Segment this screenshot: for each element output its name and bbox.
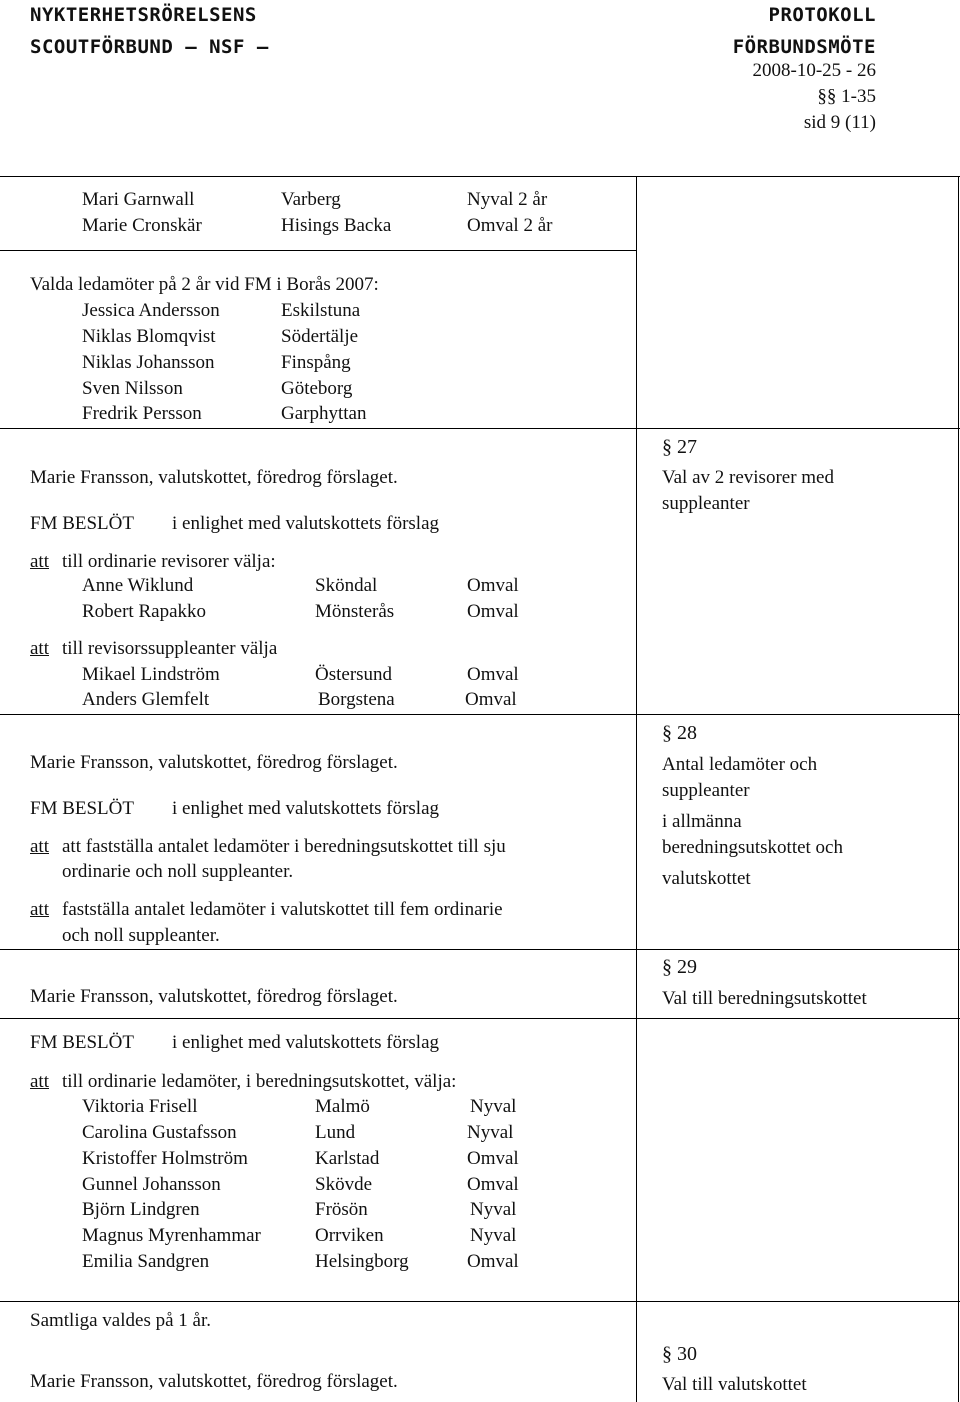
section-icon: § xyxy=(662,956,672,978)
deputy-status: Omval xyxy=(467,664,519,685)
decision-text: i enlighet med valutskottets förslag xyxy=(172,1032,440,1053)
member-place: Skövde xyxy=(315,1174,372,1195)
column-divider xyxy=(636,176,637,1402)
member-status: Nyval 2 år xyxy=(467,189,548,210)
member-place: Finspång xyxy=(281,352,351,373)
table-right-border xyxy=(958,176,959,1402)
member-name: Magnus Myrenhammar xyxy=(82,1225,261,1246)
member-place: Lund xyxy=(315,1122,356,1143)
decision-label: FM BESLÖT xyxy=(30,513,134,534)
presenter-note: Marie Fransson, valutskottet, föredrog förslaget. xyxy=(30,752,398,773)
auditor-name: Anne Wiklund xyxy=(82,575,194,596)
member-name: Marie Cronskär xyxy=(82,215,202,236)
paragraph-range xyxy=(817,86,876,108)
election-summary: Samtliga valdes på 1 år. xyxy=(30,1310,211,1331)
section-title: Val av 2 revisorer med xyxy=(662,467,834,488)
section-title: valutskottet xyxy=(662,868,751,889)
section-title: suppleanter xyxy=(662,780,750,801)
member-name: Carolina Gustafsson xyxy=(82,1122,237,1143)
deputy-name: Anders Glemfelt xyxy=(82,689,210,710)
att-marker: att xyxy=(30,899,49,920)
att-marker: att xyxy=(30,1071,49,1092)
member-place: Frösön xyxy=(315,1199,368,1220)
member-place: Malmö xyxy=(315,1096,370,1117)
section-number: § 27 xyxy=(662,436,697,458)
member-place: Orrviken xyxy=(315,1225,384,1246)
member-status: Nyval xyxy=(470,1096,517,1117)
section-title: i allmänna xyxy=(662,811,742,832)
att-clause: och noll suppleanter. xyxy=(62,925,220,946)
section-number: § 30 xyxy=(662,1343,697,1365)
section-icon: § xyxy=(662,722,672,744)
org-name-line1: NYKTERHETSRÖRELSENS xyxy=(30,4,257,26)
member-place: Helsingborg xyxy=(315,1251,409,1272)
att-clause: fastställa antalet ledamöter i valutskottet till fem ordinarie xyxy=(62,899,503,920)
table-top-border xyxy=(0,176,960,177)
deputy-place: Borgstena xyxy=(318,689,395,710)
section-title: suppleanter xyxy=(662,493,750,514)
row-divider-1 xyxy=(0,250,636,251)
section-title: Val till beredningsutskottet xyxy=(662,988,867,1009)
decision-text: i enlighet med valutskottets förslag xyxy=(172,513,440,534)
presenter-note: Marie Fransson, valutskottet, föredrog förslaget. xyxy=(30,467,398,488)
deputy-status: Omval xyxy=(465,689,517,710)
att-clause: till ordinarie ledamöter, i beredningsutskottet, välja: xyxy=(62,1071,457,1092)
member-name: Mari Garnwall xyxy=(82,189,195,210)
org-name-line2: SCOUTFÖRBUND – NSF – xyxy=(30,36,269,58)
att-clause: till ordinarie revisorer välja: xyxy=(62,551,276,572)
member-status: Omval xyxy=(467,1251,519,1272)
member-name: Viktoria Frisell xyxy=(82,1096,198,1117)
att-marker: att xyxy=(30,836,49,857)
section-title: Val till valutskottet xyxy=(662,1374,807,1395)
section-icon: § xyxy=(662,1343,672,1365)
member-name: Niklas Johansson xyxy=(82,352,215,373)
member-name: Fredrik Persson xyxy=(82,403,202,424)
section-number: § 28 xyxy=(662,722,697,744)
member-status: Omval xyxy=(467,1148,519,1169)
auditor-status: Omval xyxy=(467,601,519,622)
member-place: Eskilstuna xyxy=(281,300,361,321)
decision-text: i enlighet med valutskottets förslag xyxy=(172,798,440,819)
paragraph-range-value: 1-35 xyxy=(841,86,876,107)
member-place: Varberg xyxy=(281,189,341,210)
page-number: sid 9 (11) xyxy=(803,112,876,133)
row-divider-3 xyxy=(0,714,960,715)
member-status: Nyval xyxy=(470,1199,517,1220)
deputy-name: Mikael Lindström xyxy=(82,664,220,685)
member-name: Sven Nilsson xyxy=(82,378,183,399)
member-name: Emilia Sandgren xyxy=(82,1251,210,1272)
member-status: Omval 2 år xyxy=(467,215,553,236)
att-marker: att xyxy=(30,551,49,572)
elected-2007-heading: Valda ledamöter på 2 år vid FM i Borås 2007: xyxy=(30,274,379,295)
member-name: Niklas Blomqvist xyxy=(82,326,216,347)
att-marker: att xyxy=(30,638,49,659)
row-divider-2 xyxy=(0,428,960,429)
row-divider-5 xyxy=(0,1018,960,1019)
member-status: Omval xyxy=(467,1174,519,1195)
member-name: Gunnel Johansson xyxy=(82,1174,221,1195)
row-divider-4 xyxy=(0,949,960,950)
member-place: Karlstad xyxy=(315,1148,380,1169)
auditor-place: Sköndal xyxy=(315,575,378,596)
member-name: Björn Lindgren xyxy=(82,1199,200,1220)
meeting-date: 2008-10-25 - 26 xyxy=(752,60,876,81)
auditor-status: Omval xyxy=(467,575,519,596)
member-status: Nyval xyxy=(467,1122,514,1143)
att-clause: ordinarie och noll suppleanter. xyxy=(62,861,294,882)
row-divider-6 xyxy=(0,1301,960,1302)
decision-label: FM BESLÖT xyxy=(30,798,134,819)
presenter-note: Marie Fransson, valutskottet, föredrog förslaget. xyxy=(30,986,398,1007)
member-name: Kristoffer Holmström xyxy=(82,1148,248,1169)
member-status: Nyval xyxy=(470,1225,517,1246)
section-icon: § xyxy=(826,86,837,107)
att-clause: att fastställa antalet ledamöter i beredningsutskottet till sju xyxy=(62,836,506,857)
presenter-note: Marie Fransson, valutskottet, föredrog förslaget. xyxy=(30,1371,398,1392)
meeting-name: FÖRBUNDSMÖTE xyxy=(732,36,876,58)
member-place: Göteborg xyxy=(281,378,353,399)
member-place: Hisings Backa xyxy=(281,215,392,236)
section-title: Antal ledamöter och xyxy=(662,754,818,775)
member-name: Jessica Andersson xyxy=(82,300,220,321)
deputy-place: Östersund xyxy=(315,664,393,685)
section-icon: § xyxy=(662,436,672,458)
member-place: Södertälje xyxy=(281,326,359,347)
att-clause: till revisorssuppleanter välja xyxy=(62,638,278,659)
section-title: beredningsutskottet och xyxy=(662,837,843,858)
section-number: § 29 xyxy=(662,956,697,978)
auditor-name: Robert Rapakko xyxy=(82,601,207,622)
doc-type: PROTOKOLL xyxy=(768,4,876,26)
decision-label: FM BESLÖT xyxy=(30,1032,134,1053)
auditor-place: Mönsterås xyxy=(315,601,395,622)
member-place: Garphyttan xyxy=(281,403,367,424)
section-icon: § xyxy=(817,86,827,107)
